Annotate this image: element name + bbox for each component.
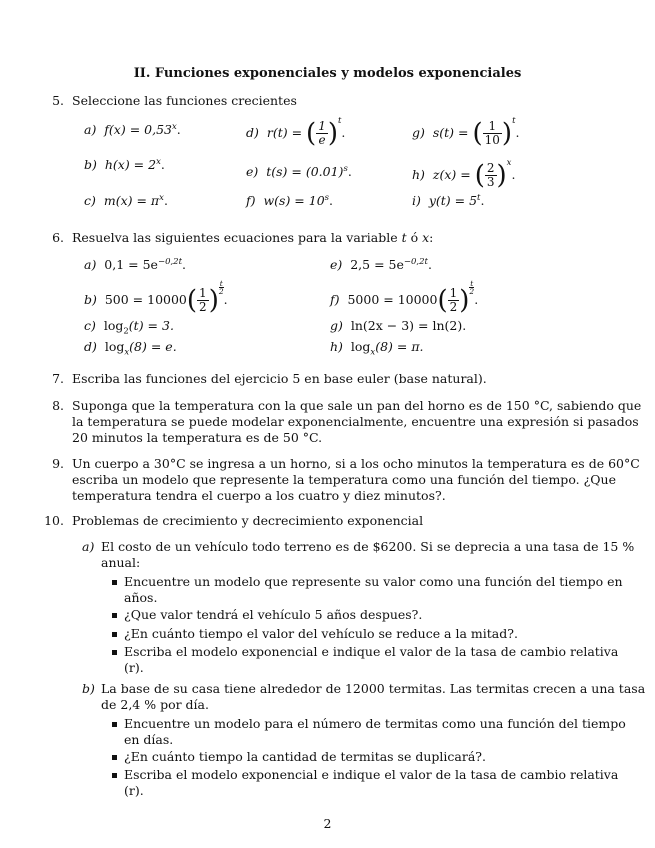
punct: . xyxy=(427,257,432,273)
ex5-item-c xyxy=(84,193,168,208)
math-expr: t(s) = (0.01) xyxy=(266,164,344,180)
exponent: x xyxy=(156,157,161,167)
item-label: d) xyxy=(246,125,259,140)
denominator: 3 xyxy=(486,175,495,189)
exponent: −0,2t xyxy=(403,257,428,267)
punct: . xyxy=(329,193,334,209)
punct: . xyxy=(511,167,516,182)
bullet-marker xyxy=(112,632,117,637)
ex10-a-bullet-4-line-1: Escriba el modelo exponencial e indique el valor de la tasa de cambio relativa xyxy=(124,644,619,659)
var-t: t xyxy=(401,230,407,245)
fraction xyxy=(485,162,497,189)
ex10-a-line-1: El costo de un vehículo todo terreno es de $6200. Si se deprecia a una tasa de 15 % xyxy=(101,539,635,554)
punct: . xyxy=(347,164,352,180)
ex7-text: Escriba las funciones del ejercicio 5 en base euler (base natural). xyxy=(72,371,487,386)
exponent: t xyxy=(477,193,481,203)
bullet-marker xyxy=(112,613,117,618)
fraction xyxy=(197,287,209,314)
punct: . xyxy=(182,257,186,273)
ex9-number: 9. xyxy=(52,456,64,471)
punct: . xyxy=(474,292,479,307)
ex10-a-bullet-3: ¿En cuánto tiempo el valor del vehículo se reduce a la mitad?. xyxy=(124,626,518,641)
numerator: 1 xyxy=(449,286,458,300)
fraction xyxy=(483,120,502,147)
paren-open: ( xyxy=(437,285,448,316)
punct: . xyxy=(160,157,165,173)
ex5-text: Seleccione las funciones crecientes xyxy=(72,93,297,108)
numerator: 1 xyxy=(199,286,207,300)
ex10-text: Problemas de crecimiento y decrecimiento exponencial xyxy=(72,513,424,528)
math-expr: (8) = π. xyxy=(375,339,424,354)
ex6-item-d xyxy=(84,339,177,358)
exp-numerator: t xyxy=(219,279,223,288)
exponent: t xyxy=(337,116,342,126)
ex5-number: 5. xyxy=(52,93,64,108)
ex6-item-f xyxy=(330,280,478,314)
ex5-item-h xyxy=(412,158,515,189)
exponent: x xyxy=(171,122,177,132)
item-label: d) xyxy=(84,339,97,354)
ex10-a-label: a) xyxy=(82,539,95,554)
item-label: h) xyxy=(412,167,425,182)
math-expr: r(t) = xyxy=(266,125,303,140)
ex10-b-line-2: de 2,4 % por día. xyxy=(101,697,209,712)
log-base: x xyxy=(124,347,130,358)
math-expr: s(t) = xyxy=(432,125,469,140)
ex6-item-h xyxy=(330,339,424,358)
fraction xyxy=(316,120,328,147)
exponent: s xyxy=(343,164,348,174)
denominator: 10 xyxy=(484,133,500,147)
numerator: 2 xyxy=(486,161,495,175)
bullet-marker xyxy=(112,755,117,760)
var-x: x xyxy=(422,230,430,245)
page-number: 2 xyxy=(323,816,332,831)
paren-open: ( xyxy=(474,160,485,191)
paren-close: ) xyxy=(208,285,219,316)
ex5-item-i xyxy=(412,193,484,208)
ex10-b-bullet-3-line-1: Escriba el modelo exponencial e indique el valor de la tasa de cambio relativa xyxy=(124,767,619,782)
ex5-item-b xyxy=(84,157,165,172)
math-expr: (t) = 3. xyxy=(128,318,174,333)
item-label: g) xyxy=(412,125,425,140)
ex6-item-e xyxy=(330,257,432,272)
item-label: b) xyxy=(84,157,97,173)
item-label: f) xyxy=(330,292,340,307)
ex10-a-bullet-4-line-2: (r). xyxy=(124,660,144,675)
ex10-a-bullet-1-line-2: años. xyxy=(124,590,158,605)
ex10-b-line-1: La base de su casa tiene alrededor de 12000 termitas. Las termitas crecen a una tasa xyxy=(101,681,646,696)
math-expr: w(s) = 10 xyxy=(263,193,325,209)
ex10-a-bullet-1-line-1: Encuentre un modelo que represente su valor como una función del tiempo en xyxy=(124,574,623,589)
log-fn: log xyxy=(103,318,124,333)
ex5-item-e xyxy=(246,164,352,179)
ex5-item-a xyxy=(84,122,181,137)
punct: . xyxy=(341,125,346,140)
paren-open: ( xyxy=(306,118,317,149)
punct: . xyxy=(223,292,228,307)
exp-denominator: 2 xyxy=(218,287,224,296)
exp-numerator: t xyxy=(470,279,474,288)
paren-close: ) xyxy=(459,285,470,316)
paren-close: ) xyxy=(327,118,338,149)
punct: . xyxy=(480,193,485,209)
fraction xyxy=(448,287,460,314)
section-title: II. Funciones exponenciales y modelos exponenciales xyxy=(133,66,522,81)
ex8-line-3: 20 minutos la temperatura es de 50 °C. xyxy=(72,430,323,445)
ex8-line-2: la temperatura se puede modelar exponencialmente, encuentre una expresión si pasados xyxy=(72,414,639,429)
denominator: 2 xyxy=(449,300,458,314)
exponent: x xyxy=(159,193,164,203)
ex10-b-bullet-1-line-2: en días. xyxy=(124,732,174,747)
item-label: h) xyxy=(330,339,343,354)
math-expr: 5000 = 10000 xyxy=(347,292,438,307)
ex7-number: 7. xyxy=(52,371,64,386)
item-label: c) xyxy=(84,318,96,333)
item-label: a) xyxy=(84,257,97,273)
ex5-item-f xyxy=(246,193,333,208)
item-label: i) xyxy=(412,193,421,209)
ex9-line-2: escriba un modelo que represente la temperatura como una función del tiempo. ¿Que xyxy=(72,472,616,487)
punct: . xyxy=(515,125,520,140)
item-label: a) xyxy=(84,122,97,138)
ex10-a-line-2: anual: xyxy=(101,555,141,570)
exponent: x xyxy=(506,158,512,168)
ex6-item-g xyxy=(330,318,466,333)
ex6-item-a xyxy=(84,257,186,272)
text-part: : xyxy=(429,230,434,245)
numerator: 1 xyxy=(318,119,326,133)
exponent: t xyxy=(512,116,516,126)
math-expr: 2,5 = 5e xyxy=(350,257,404,273)
ex5-item-d xyxy=(246,116,345,147)
ex9-line-1: Un cuerpo a 30°C se ingresa a un horno, si a los ocho minutos la temperatura es de 60°C xyxy=(72,456,640,471)
bullet-marker xyxy=(112,580,117,585)
ex10-b-bullet-2: ¿En cuánto tiempo la cantidad de termitas se duplicará?. xyxy=(124,749,486,764)
exponent: s xyxy=(324,193,330,203)
ex10-a-bullet-2: ¿Que valor tendrá el vehículo 5 años despues?. xyxy=(124,607,423,622)
ex10-b-bullet-1-line-1: Encuentre un modelo para el número de termitas como una función del tiempo xyxy=(124,716,626,731)
math-expr: h(x) = 2 xyxy=(104,157,157,173)
math-expr: 500 = 10000 xyxy=(104,292,187,307)
ex9-line-3: temperatura tendra el cuerpo a los cuatro y diez minutos?. xyxy=(72,488,446,503)
ex10-b-bullet-3-line-2: (r). xyxy=(124,783,144,798)
ex8-line-1: Suponga que la temperatura con la que sale un pan del horno es de 150 °C, sabiendo que xyxy=(72,398,642,413)
ex8-number: 8. xyxy=(52,398,64,413)
denominator: e xyxy=(318,133,326,147)
denominator: 2 xyxy=(199,300,207,314)
bullet-marker xyxy=(112,722,117,727)
paren-close: ) xyxy=(501,118,513,149)
ex6-number: 6. xyxy=(52,230,64,245)
log-fn: log xyxy=(350,339,371,354)
ex10-number: 10. xyxy=(44,513,64,528)
item-label: e) xyxy=(330,257,343,273)
math-expr: f(x) = 0,53 xyxy=(104,122,172,138)
item-label: c) xyxy=(84,193,96,209)
log-fn: log xyxy=(104,339,125,354)
math-expr: (8) = e. xyxy=(129,339,177,354)
numerator: 1 xyxy=(483,120,502,134)
exponent: −0,2t xyxy=(157,257,183,267)
math-expr: y(t) = 5 xyxy=(428,193,478,209)
ex6-item-c xyxy=(84,318,174,337)
item-label: g) xyxy=(330,318,343,333)
text-part: ó xyxy=(406,230,423,245)
bullet-marker xyxy=(112,650,117,655)
paren-open: ( xyxy=(472,118,483,149)
math-expr: m(x) = π xyxy=(103,193,160,209)
ex6-text xyxy=(72,230,433,245)
ex6-item-b xyxy=(84,280,228,314)
log-base: x xyxy=(370,347,376,358)
bullet-marker xyxy=(112,773,117,778)
paren-close: ) xyxy=(496,160,507,191)
exp-denominator: 2 xyxy=(469,287,475,296)
punct: . xyxy=(163,193,168,209)
item-label: b) xyxy=(84,292,97,307)
math-expr: ln(2x − 3) = ln(2). xyxy=(350,318,467,333)
item-label: f) xyxy=(246,193,256,209)
math-expr: 0,1 = 5e xyxy=(104,257,158,273)
text-part: Resuelva las siguientes ecuaciones para la variable xyxy=(72,230,402,245)
ex5-item-g xyxy=(412,116,519,147)
ex10-b-label: b) xyxy=(82,681,95,696)
paren-open: ( xyxy=(186,285,198,316)
math-expr: z(x) = xyxy=(432,167,471,182)
log-base: 2 xyxy=(123,326,129,337)
punct: . xyxy=(176,122,181,138)
item-label: e) xyxy=(246,164,259,180)
